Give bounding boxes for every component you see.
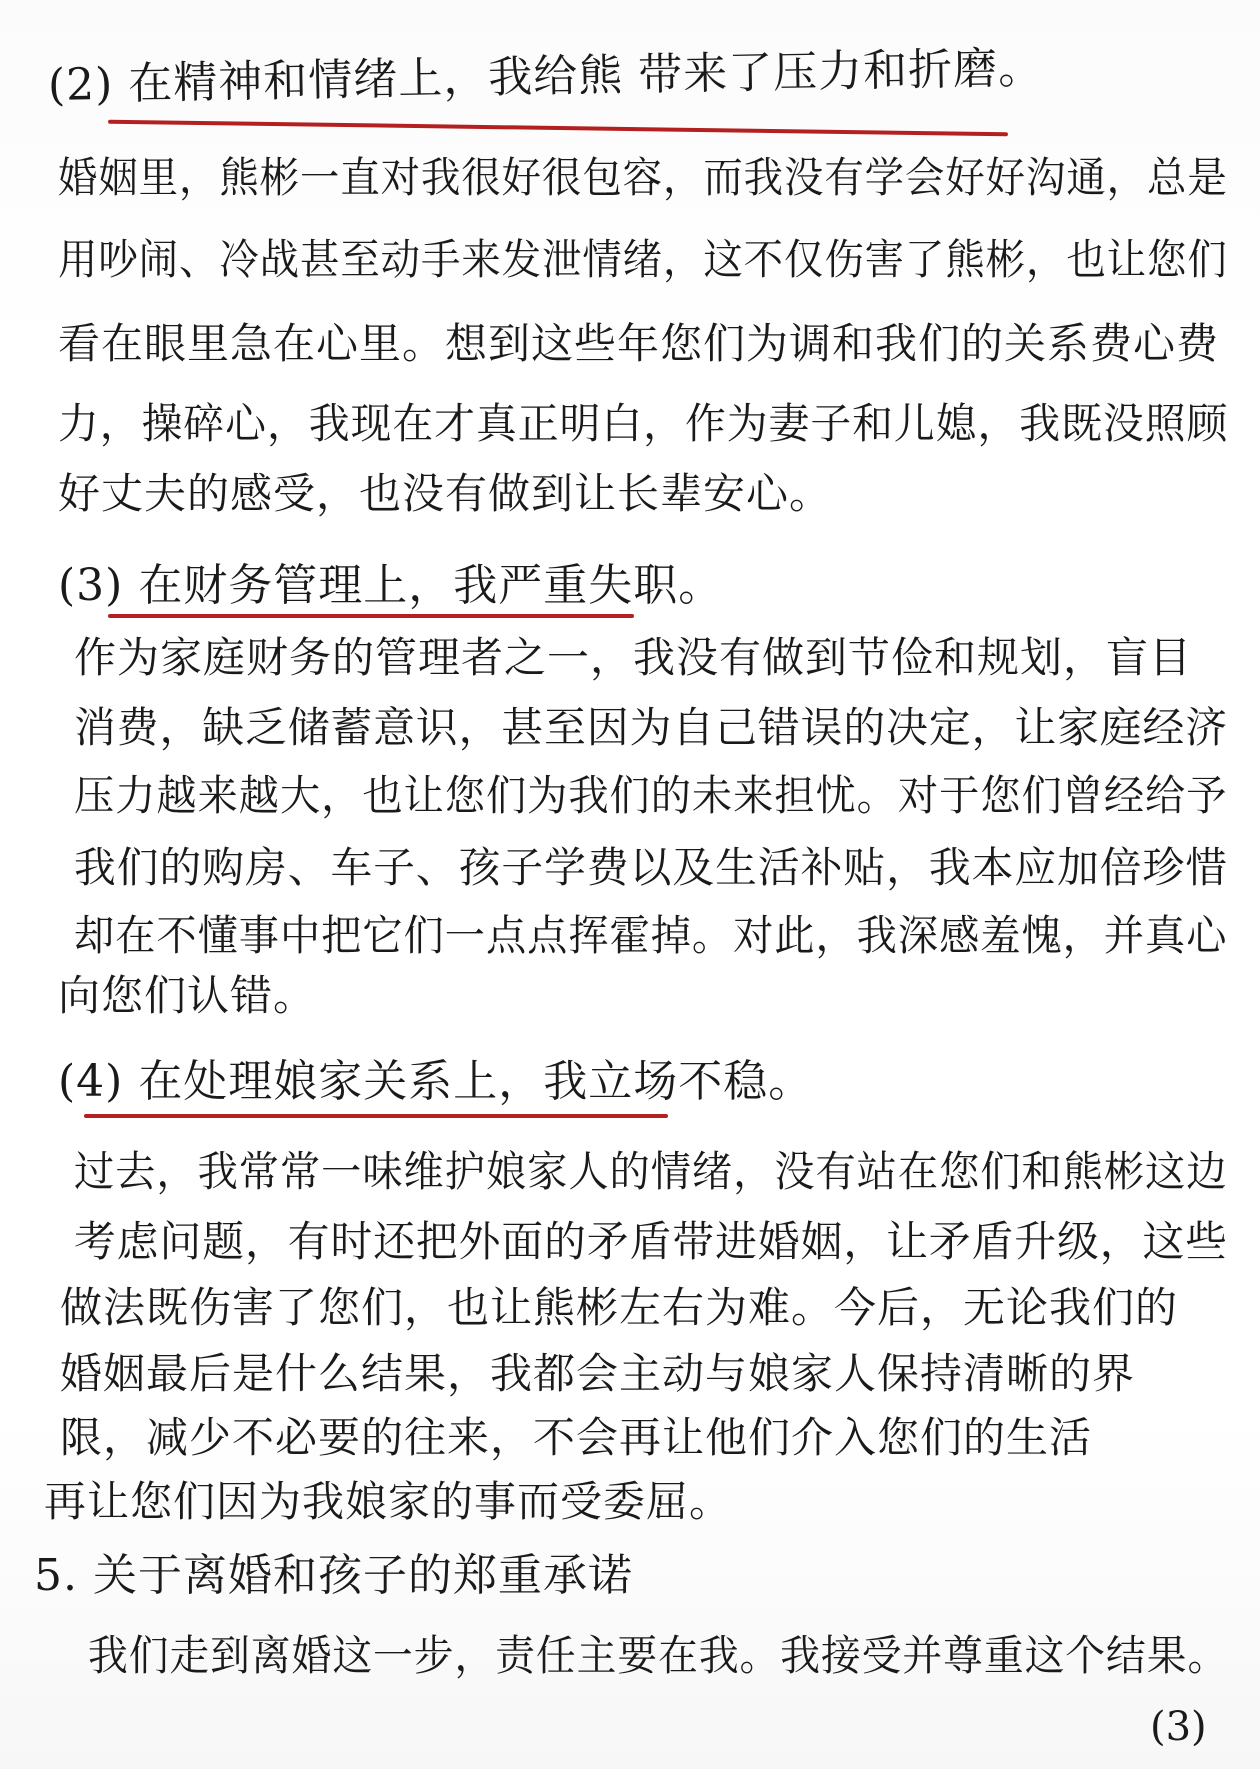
body-line: 婚姻最后是什么结果，我都会主动与娘家人保持清晰的界: [60, 1349, 1136, 1398]
section-heading: 5. 关于离婚和孩子的郑重承诺: [34, 1550, 633, 1601]
body-line: 用吵闹、冷战甚至动手来发泄情绪，这不仅伤害了熊彬，也让您们: [58, 235, 1228, 284]
heading-underline: [84, 1114, 668, 1118]
body-line: 却在不懂事中把它们一点点挥霍掉。对此，我深感羞愧，并真心: [74, 911, 1228, 960]
body-line: 向您们认错。: [58, 971, 317, 1020]
heading-underline: [108, 120, 1008, 137]
body-line: 再让您们因为我娘家的事而受委屈。: [44, 1477, 733, 1526]
body-line: 做法既伤害了您们，也让熊彬左右为难。今后，无论我们的: [60, 1283, 1179, 1332]
section-heading: (4) 在处理娘家关系上，我立场不稳。: [58, 1056, 814, 1107]
body-line: 好丈夫的感受，也没有做到让长辈安心。: [58, 469, 833, 518]
section-heading: (3) 在财务管理上，我严重失职。: [58, 560, 724, 611]
heading-underline: [108, 614, 634, 618]
body-line: 力，操碎心，我现在才真正明白，作为妻子和儿媳，我既没照顾: [58, 399, 1229, 448]
body-line: 我们走到离婚这一步，责任主要在我。我接受并尊重这个结果。: [88, 1631, 1229, 1680]
body-line: 限，减少不必要的往来，不会再让他们介入您们的生活: [60, 1413, 1093, 1462]
body-line: 消费，缺乏储蓄意识，甚至因为自己错误的决定，让家庭经济: [74, 703, 1229, 752]
body-line: 作为家庭财务的管理者之一，我没有做到节俭和规划，盲目: [74, 633, 1193, 682]
section-heading: (2) 在精神和情绪上，我给熊 带来了压力和折磨。: [47, 42, 1044, 111]
body-line: 我们的购房、车子、孩子学费以及生活补贴，我本应加倍珍惜: [74, 843, 1229, 892]
body-line: 过去，我常常一味维护娘家人的情绪，没有站在您们和熊彬这边: [74, 1147, 1228, 1196]
body-line: 婚姻里，熊彬一直对我很好很包容，而我没有学会好好沟通，总是: [58, 153, 1228, 202]
body-line: 看在眼里急在心里。想到这些年您们为调和我们的关系费心费: [58, 319, 1220, 368]
body-line: 压力越来越大，也让您们为我们的未来担忧。对于您们曾经给予: [74, 771, 1228, 820]
page-number: (3): [1150, 1704, 1207, 1750]
body-line: 考虑问题，有时还把外面的矛盾带进婚姻，让矛盾升级，这些: [74, 1217, 1229, 1266]
